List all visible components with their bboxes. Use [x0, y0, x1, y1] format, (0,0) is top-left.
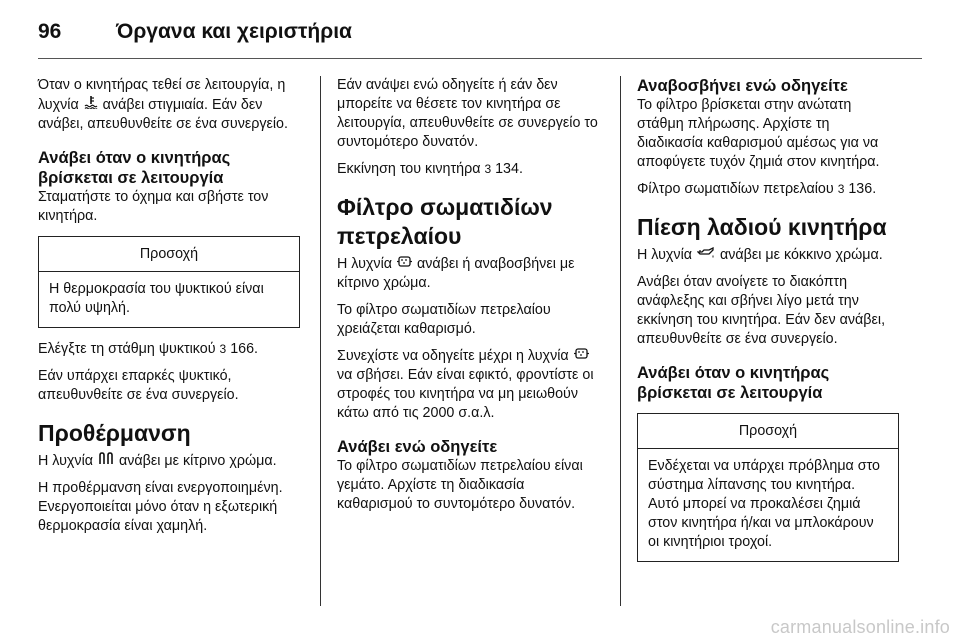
- paragraph: Σταματήστε το όχημα και σβήστε τον κινητήρα.: [38, 189, 269, 224]
- diesel-particle-filter-icon: [573, 347, 590, 366]
- section-heading: Φίλτρο σωματιδίων πετρελαίου: [337, 194, 553, 249]
- glow-plug-icon: [97, 452, 115, 471]
- cross-reference-arrow-icon: 3: [219, 342, 227, 356]
- paragraph: Το φίλτρο σωματιδίων πετρελαίου χρειάζεται καθαρισμό.: [337, 302, 551, 337]
- paragraph: Συνεχίστε να οδηγείτε μέχρι η λυχνία να σβήσει. Εάν είναι εφικτό, φροντίστε οι στροφές του κινητήρα να μη μειωθούν κάτω από τις 2000 σ.α.λ.: [337, 348, 594, 421]
- header-rule: [38, 58, 922, 59]
- page-title: Όργανα και χειριστήρια: [116, 20, 352, 43]
- caution-box: [38, 236, 300, 328]
- section-heading: Αναβοσβήνει ενώ οδηγείτε: [637, 77, 848, 95]
- caution-title: Προσοχή: [39, 237, 299, 272]
- paragraph: Το φίλτρο βρίσκεται στην ανώτατη στάθμη πλήρωσης. Αρχίστε τη διαδικασία καθαρισμού αμέσως για να αποφύγετε τυχόν ζημιά στον κινητήρα.: [637, 97, 880, 170]
- paragraph: Φίλτρο σωματιδίων πετρελαίου 3 136.: [637, 181, 877, 197]
- section-heading: Προθέρμανση: [38, 420, 191, 446]
- oil-pressure-icon: [696, 246, 716, 265]
- paragraph: Εάν ανάψει ενώ οδηγείτε ή εάν δεν μπορείτε να θέσετε τον κινητήρα σε λειτουργία, απευθυνθείτε σε συνεργείο το συντομότερο δυνατόν.: [337, 77, 598, 150]
- caution-text: Η θερμοκρασία του ψυκτικού είναι πολύ υψηλή.: [49, 281, 264, 316]
- cross-reference-arrow-icon: 3: [837, 182, 845, 196]
- page-header: [38, 10, 923, 50]
- coolant-temperature-icon: [83, 95, 99, 115]
- paragraph: Εκκίνηση του κινητήρα 3 134.: [337, 161, 523, 177]
- paragraph: Όταν ο κινητήρας τεθεί σε λειτουργία, η λυχνία ανάβει στιγμιαία. Εάν δεν ανάβει, απευθυνθείτε σε ένα συνεργείο.: [38, 77, 288, 132]
- section-heading: Πίεση λαδιού κινητήρα: [637, 214, 887, 240]
- column-1: [38, 76, 300, 544]
- column-divider: [620, 76, 621, 606]
- column-2: [337, 76, 599, 522]
- paragraph: Η λυχνία ανάβει με κόκκινο χρώμα.: [637, 247, 883, 263]
- paragraph: Ελέγξτε τη στάθμη ψυκτικού 3 166.: [38, 341, 259, 357]
- caution-title: Προσοχή: [638, 414, 898, 449]
- paragraph: Εάν υπάρχει επαρκές ψυκτικό, απευθυνθείτε σε ένα συνεργείο.: [38, 368, 239, 403]
- diesel-particle-filter-icon: [396, 255, 413, 274]
- column-divider: [320, 76, 321, 606]
- section-heading: Ανάβει όταν ο κινητήρας βρίσκεται σε λειτουργία: [38, 149, 231, 187]
- watermark: carmanualsonline.info: [770, 617, 950, 637]
- section-heading: Ανάβει όταν ο κινητήρας βρίσκεται σε λειτουργία: [637, 364, 830, 402]
- caution-text: Ενδέχεται να υπάρχει πρόβλημα στο σύστημα λίπανσης του κινητήρα. Αυτό μπορεί να προκαλέσει ζημιά στον κινητήρα ή/και να μπλοκάρουν οι κινητήριοι τροχοί.: [648, 458, 881, 550]
- caution-box: [637, 413, 899, 562]
- paragraph: Η λυχνία ανάβει με κίτρινο χρώμα.: [38, 453, 277, 469]
- paragraph: Η προθέρμανση είναι ενεργοποιημένη. Ενεργοποιείται μόνο όταν η εξωτερική θερμοκρασία είναι χαμηλή.: [38, 480, 283, 534]
- page-number: 96: [38, 20, 62, 43]
- paragraph: Η λυχνία ανάβει ή αναβοσβήνει με κίτρινο χρώμα.: [337, 256, 575, 291]
- cross-reference-arrow-icon: 3: [484, 162, 492, 176]
- section-heading: Ανάβει ενώ οδηγείτε: [337, 438, 498, 456]
- paragraph: Ανάβει όταν ανοίγετε το διακόπτη ανάφλεξης και σβήνει λίγο μετά την εκκίνηση του κινητήρα. Εάν δεν ανάβει, απευθυνθείτε σε ένα συνεργείο.: [637, 274, 886, 347]
- column-3: [637, 76, 899, 574]
- paragraph: Το φίλτρο σωματιδίων πετρελαίου είναι γεμάτο. Αρχίστε τη διαδικασία καθαρισμού το συντομότερο δυνατόν.: [337, 458, 583, 512]
